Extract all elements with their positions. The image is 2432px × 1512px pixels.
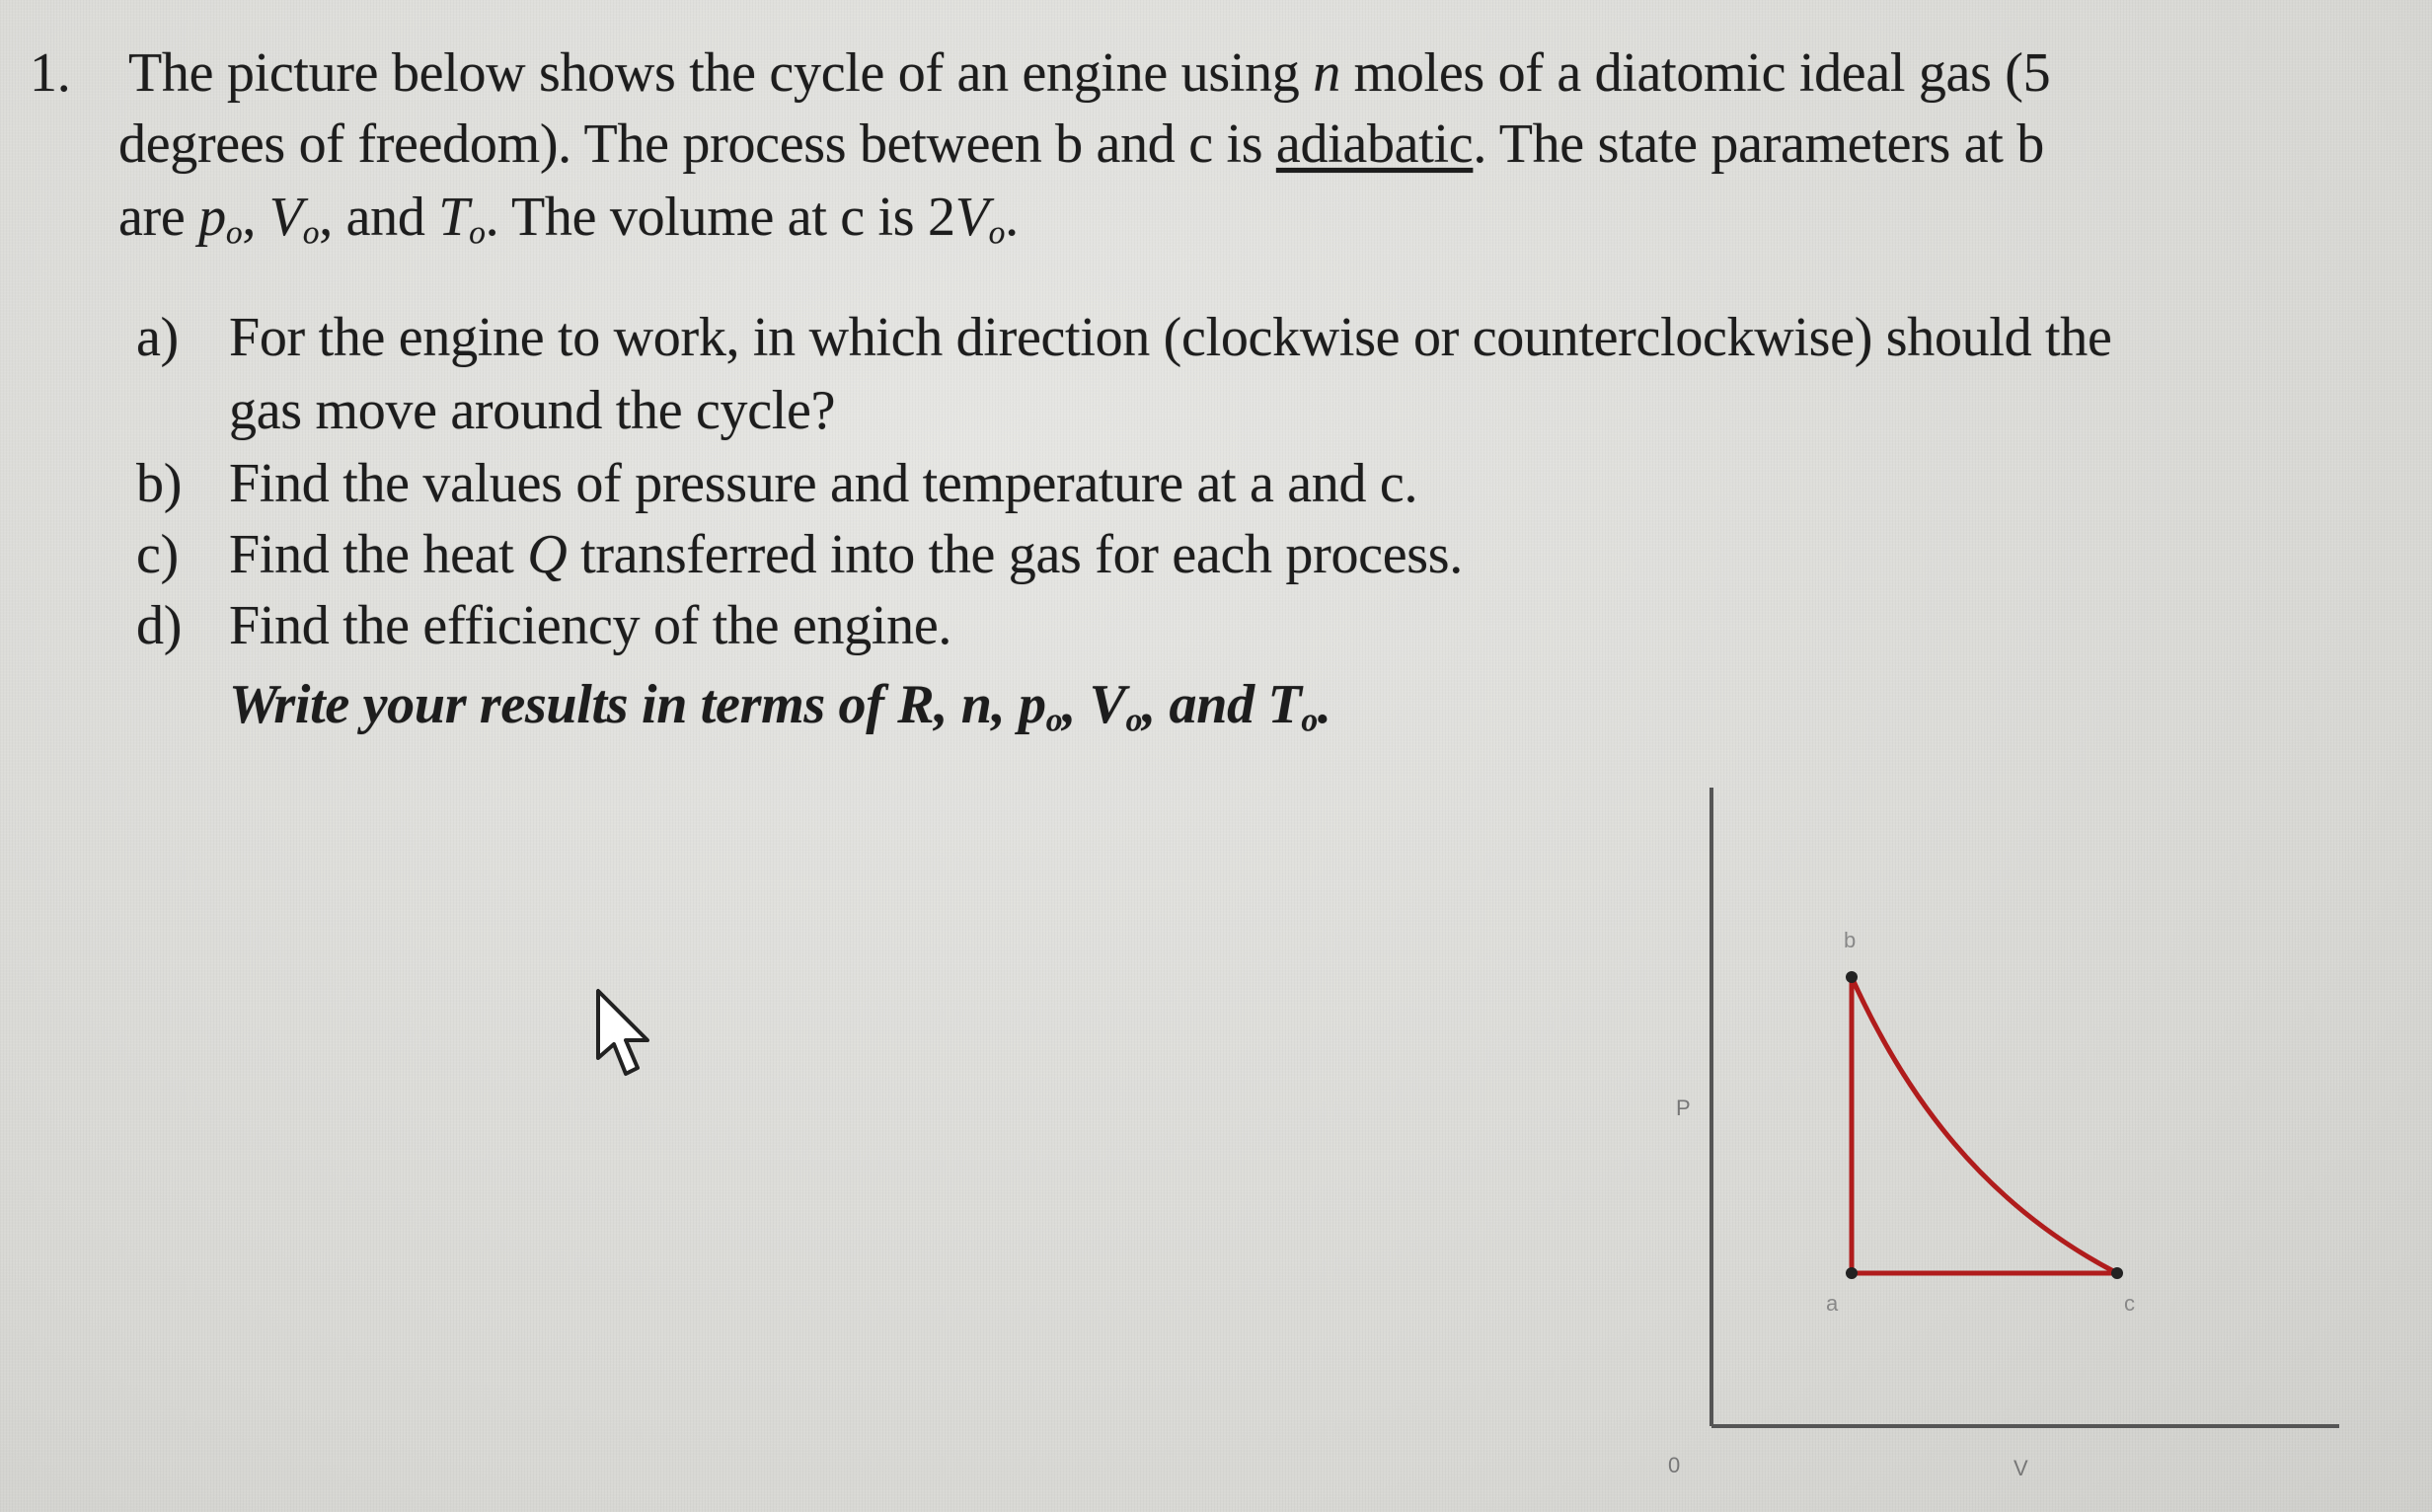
point-b-label: b bbox=[1844, 928, 1857, 952]
axis-x-label: V bbox=[2014, 1456, 2028, 1480]
instruction: Write your results in terms of R, n, $p_o$, $V_o$, and $T_o$. bbox=[229, 674, 1331, 739]
part-a bbox=[136, 304, 2112, 371]
part-b bbox=[136, 450, 1418, 517]
point-a-label: a bbox=[1826, 1291, 1839, 1316]
part-b-label: b) bbox=[136, 453, 183, 514]
part-d-text: Find the efficiency of the engine. bbox=[229, 595, 952, 656]
part-a-line-2: gas move around the cycle? bbox=[229, 380, 836, 441]
origin-label: 0 bbox=[1668, 1453, 1681, 1477]
part-c-label: c) bbox=[136, 524, 179, 585]
point-a bbox=[1846, 1267, 1858, 1279]
point-c-label: c bbox=[2124, 1291, 2135, 1316]
mouse-cursor-icon bbox=[592, 987, 671, 1086]
part-c-text: Find the heat Q transferred into the gas for each process. bbox=[229, 524, 1463, 585]
problem-line-3: are $p_o$, $V_o$, and $T_o$. The volume at c is $2V_o$. bbox=[118, 187, 1019, 252]
part-d-label: d) bbox=[136, 595, 183, 656]
axis-y-label: P bbox=[1676, 1096, 1691, 1120]
point-c bbox=[2111, 1267, 2123, 1279]
pv-diagram bbox=[1658, 770, 2349, 1500]
part-d bbox=[136, 592, 952, 659]
problem-line-2: degrees of freedom). The process between b and c is adiabatic. The state parameters at b bbox=[118, 113, 2044, 175]
problem-number: 1. bbox=[30, 42, 71, 104]
adiabatic-underlined: adiabatic bbox=[1275, 113, 1474, 175]
part-b-text: Find the values of pressure and temperature at a and c. bbox=[229, 453, 1418, 514]
point-b bbox=[1846, 971, 1858, 983]
part-c bbox=[136, 521, 1463, 588]
process-b-c-adiabatic bbox=[1852, 977, 2117, 1273]
part-a-label: a) bbox=[136, 307, 179, 368]
part-a-text: For the engine to work, in which direction (clockwise or counterclockwise) should the bbox=[229, 307, 2112, 368]
problem-line-1: 1. The picture below shows the cycle of an engine using n moles of a diatomic ideal gas (5 bbox=[30, 42, 2051, 104]
